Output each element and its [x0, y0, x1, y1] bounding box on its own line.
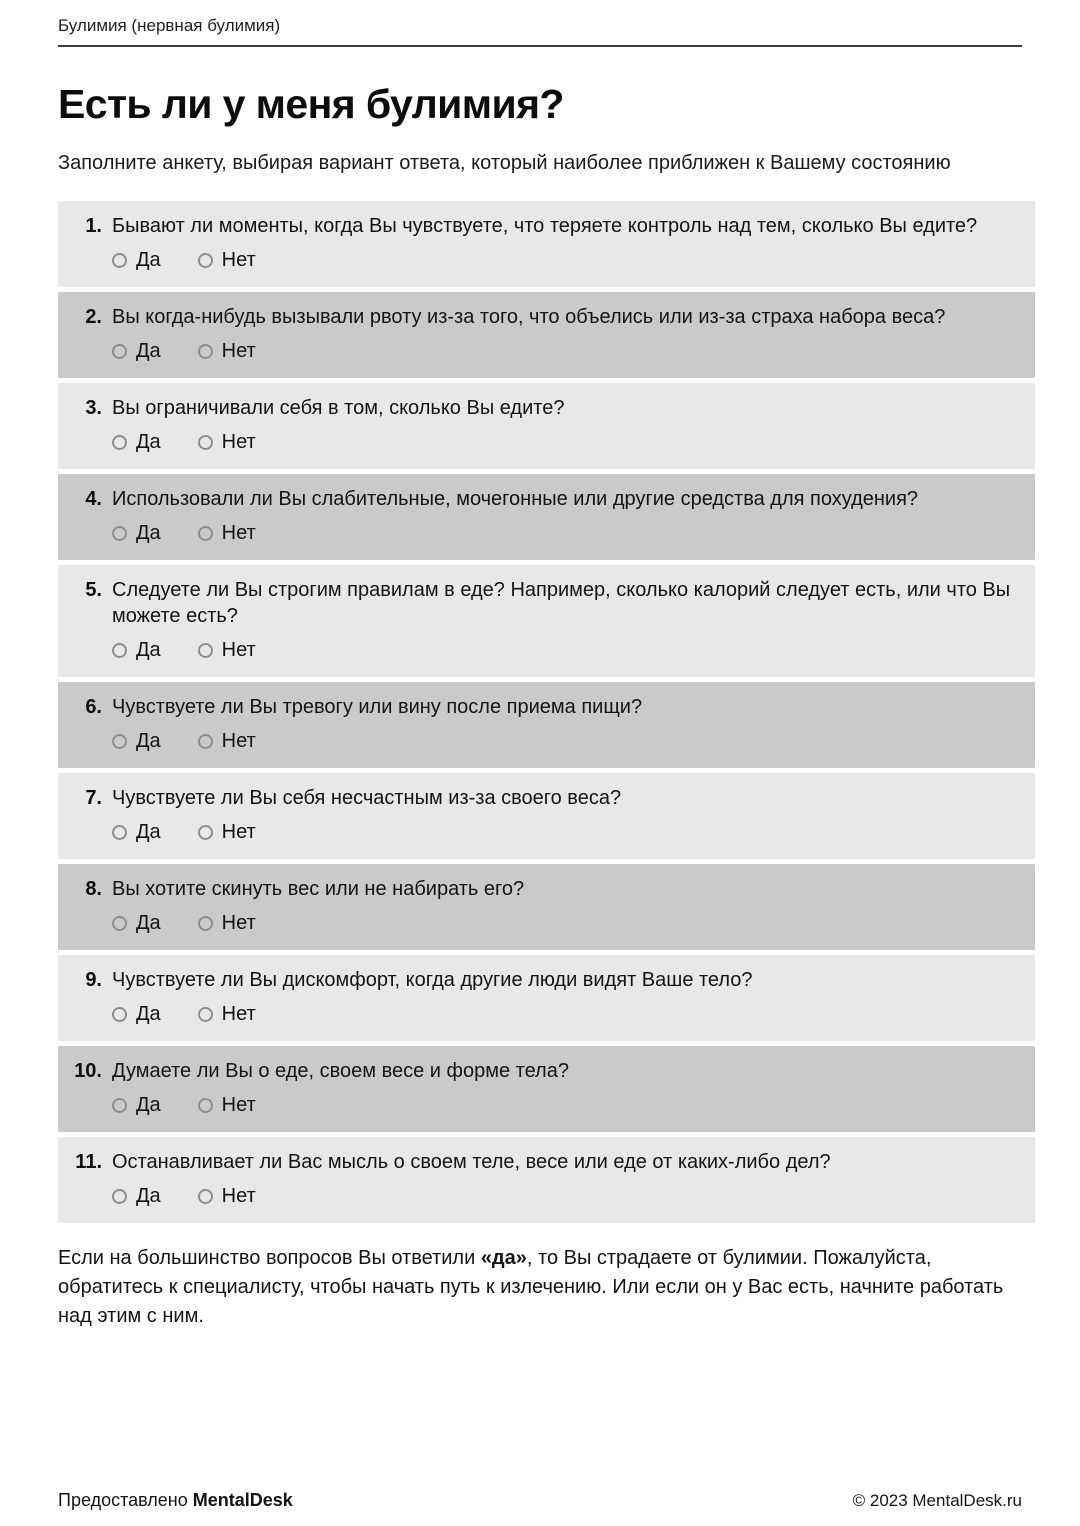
- question-row: [58, 474, 1035, 560]
- question-row: [58, 292, 1035, 378]
- question-number: 9.: [85, 969, 102, 991]
- option-no-label: Нет: [221, 1094, 256, 1116]
- footer-copyright: © 2023 MentalDesk.ru: [852, 1491, 1022, 1510]
- closing-note: [58, 1244, 1022, 1331]
- option-yes[interactable]: [112, 520, 161, 546]
- page-subtitle: Заполните анкету, выбирая вариант ответа, который наиболее приближен к Вашему состоянию: [58, 152, 951, 174]
- option-yes[interactable]: [112, 637, 161, 663]
- page-title: Есть ли у меня булимия?: [58, 81, 564, 127]
- option-no-label: Нет: [221, 1003, 256, 1025]
- option-no-label: Нет: [221, 912, 256, 934]
- option-no[interactable]: [198, 520, 256, 546]
- option-no-label: Нет: [221, 431, 256, 453]
- question-number: 11.: [75, 1151, 102, 1173]
- option-yes[interactable]: [112, 429, 161, 455]
- question-text: Чувствуете ли Вы тревогу или вину после приема пищи?: [112, 696, 643, 718]
- question-text: Вы когда-нибудь вызывали рвоту из-за того, что объелись или из-за страха набора веса?: [112, 306, 946, 328]
- option-yes[interactable]: [112, 247, 161, 273]
- question-row: [58, 682, 1035, 768]
- question-options: [112, 247, 1019, 273]
- option-no-label: Нет: [221, 249, 256, 271]
- question-text: Вы хотите скинуть вес или не набирать его?: [112, 878, 525, 900]
- option-no[interactable]: [198, 1001, 256, 1027]
- radio-yes[interactable]: [112, 825, 127, 840]
- option-yes-label: Да: [136, 1003, 161, 1025]
- question-options: [112, 1001, 1019, 1027]
- option-yes[interactable]: [112, 819, 161, 845]
- question-options: [112, 520, 1019, 546]
- option-no-label: Нет: [221, 730, 256, 752]
- question-row: [58, 864, 1035, 950]
- option-no-label: Нет: [221, 522, 256, 544]
- question-options: [112, 819, 1019, 845]
- question-row: [58, 201, 1035, 287]
- question-text: Чувствуете ли Вы себя несчастным из-за своего веса?: [112, 787, 622, 809]
- question-body: [112, 694, 1019, 754]
- question-options: [112, 1183, 1019, 1209]
- option-yes[interactable]: [112, 728, 161, 754]
- question-options: [112, 728, 1019, 754]
- option-no[interactable]: [198, 247, 256, 273]
- closing-text-before: Если на большинство вопросов Вы ответили: [58, 1247, 481, 1269]
- question-row: [58, 955, 1035, 1041]
- question-number: 4.: [85, 488, 102, 510]
- question-number: 2.: [85, 306, 102, 328]
- radio-no[interactable]: [198, 435, 213, 450]
- question-number: 6.: [85, 696, 102, 718]
- option-no[interactable]: [198, 819, 256, 845]
- option-yes-label: Да: [136, 730, 161, 752]
- option-yes-label: Да: [136, 639, 161, 661]
- radio-no[interactable]: [198, 1098, 213, 1113]
- radio-no[interactable]: [198, 1007, 213, 1022]
- footer-brand: MentalDesk: [192, 1490, 293, 1510]
- question-body: [112, 785, 1019, 845]
- radio-yes[interactable]: [112, 1007, 127, 1022]
- document-header: Булимия (нервная булимия): [58, 0, 1022, 47]
- footer-provided-by: [58, 1490, 293, 1511]
- questions-list: [58, 201, 1035, 1223]
- question-body: [112, 395, 1019, 455]
- radio-yes[interactable]: [112, 253, 127, 268]
- option-no[interactable]: [198, 1092, 256, 1118]
- radio-yes[interactable]: [112, 1098, 127, 1113]
- question-row: [58, 565, 1035, 677]
- radio-yes[interactable]: [112, 344, 127, 359]
- question-text: Останавливает ли Вас мысль о своем теле, весе или еде от каких-либо дел?: [112, 1151, 831, 1173]
- radio-no[interactable]: [198, 526, 213, 541]
- option-no-label: Нет: [221, 639, 256, 661]
- question-row: [58, 1137, 1035, 1223]
- radio-no[interactable]: [198, 734, 213, 749]
- closing-text-after: , то Вы страдаете от булимии. Пожалуйста, обратитесь к специалисту, чтобы начать путь к излечению. Или если он у Вас есть, начните работать над этим с ним.: [58, 1247, 1004, 1327]
- option-yes[interactable]: [112, 338, 161, 364]
- radio-no[interactable]: [198, 916, 213, 931]
- option-yes-label: Да: [136, 431, 161, 453]
- question-options: [112, 910, 1019, 936]
- option-yes[interactable]: [112, 1183, 161, 1209]
- option-yes-label: Да: [136, 1094, 161, 1116]
- question-number: 8.: [85, 878, 102, 900]
- footer-provided-label: Предоставлено: [58, 1490, 193, 1510]
- question-number: 1.: [85, 215, 102, 237]
- radio-no[interactable]: [198, 825, 213, 840]
- option-yes[interactable]: [112, 1001, 161, 1027]
- option-yes-label: Да: [136, 821, 161, 843]
- option-no[interactable]: [198, 637, 256, 663]
- question-options: [112, 429, 1019, 455]
- radio-no[interactable]: [198, 1189, 213, 1204]
- option-no[interactable]: [198, 1183, 256, 1209]
- option-no-label: Нет: [221, 1185, 256, 1207]
- question-body: [112, 577, 1019, 663]
- question-text: Следуете ли Вы строгим правилам в еде? Например, сколько калорий следует есть, или что Вы можете есть?: [112, 579, 1011, 627]
- radio-yes[interactable]: [112, 1189, 127, 1204]
- closing-text-bold: «да»: [480, 1247, 527, 1269]
- option-no[interactable]: [198, 910, 256, 936]
- question-text: Бывают ли моменты, когда Вы чувствуете, что теряете контроль над тем, сколько Вы едите?: [112, 215, 978, 237]
- radio-yes[interactable]: [112, 643, 127, 658]
- radio-no[interactable]: [198, 344, 213, 359]
- question-number: 7.: [85, 787, 102, 809]
- question-options: [112, 338, 1019, 364]
- question-body: [112, 213, 1019, 273]
- question-text: Думаете ли Вы о еде, своем весе и форме тела?: [112, 1060, 569, 1082]
- option-yes-label: Да: [136, 912, 161, 934]
- option-no[interactable]: [198, 429, 256, 455]
- radio-yes[interactable]: [112, 435, 127, 450]
- question-body: [112, 1149, 1019, 1209]
- question-body: [112, 304, 1019, 364]
- question-number: 3.: [85, 397, 102, 419]
- option-yes[interactable]: [112, 1092, 161, 1118]
- option-yes[interactable]: [112, 910, 161, 936]
- option-no[interactable]: [198, 728, 256, 754]
- option-yes-label: Да: [136, 249, 161, 271]
- question-row: [58, 1046, 1035, 1132]
- question-text: Вы ограничивали себя в том, сколько Вы едите?: [112, 397, 565, 419]
- radio-yes[interactable]: [112, 734, 127, 749]
- question-body: [112, 486, 1019, 546]
- question-body: [112, 1058, 1019, 1118]
- option-yes-label: Да: [136, 1185, 161, 1207]
- option-no[interactable]: [198, 338, 256, 364]
- radio-yes[interactable]: [112, 526, 127, 541]
- question-row: [58, 383, 1035, 469]
- radio-no[interactable]: [198, 643, 213, 658]
- question-text: Использовали ли Вы слабительные, мочегонные или другие средства для похудения?: [112, 488, 919, 510]
- question-body: [112, 876, 1019, 936]
- question-options: [112, 637, 1019, 663]
- question-number: 5.: [85, 579, 102, 601]
- question-row: [58, 773, 1035, 859]
- radio-no[interactable]: [198, 253, 213, 268]
- option-no-label: Нет: [221, 340, 256, 362]
- question-text: Чувствуете ли Вы дискомфорт, когда другие люди видят Ваше тело?: [112, 969, 753, 991]
- question-body: [112, 967, 1019, 1027]
- question-options: [112, 1092, 1019, 1118]
- radio-yes[interactable]: [112, 916, 127, 931]
- option-yes-label: Да: [136, 340, 161, 362]
- option-yes-label: Да: [136, 522, 161, 544]
- question-number: 10.: [74, 1060, 102, 1082]
- page-footer: [58, 1490, 1022, 1511]
- option-no-label: Нет: [221, 821, 256, 843]
